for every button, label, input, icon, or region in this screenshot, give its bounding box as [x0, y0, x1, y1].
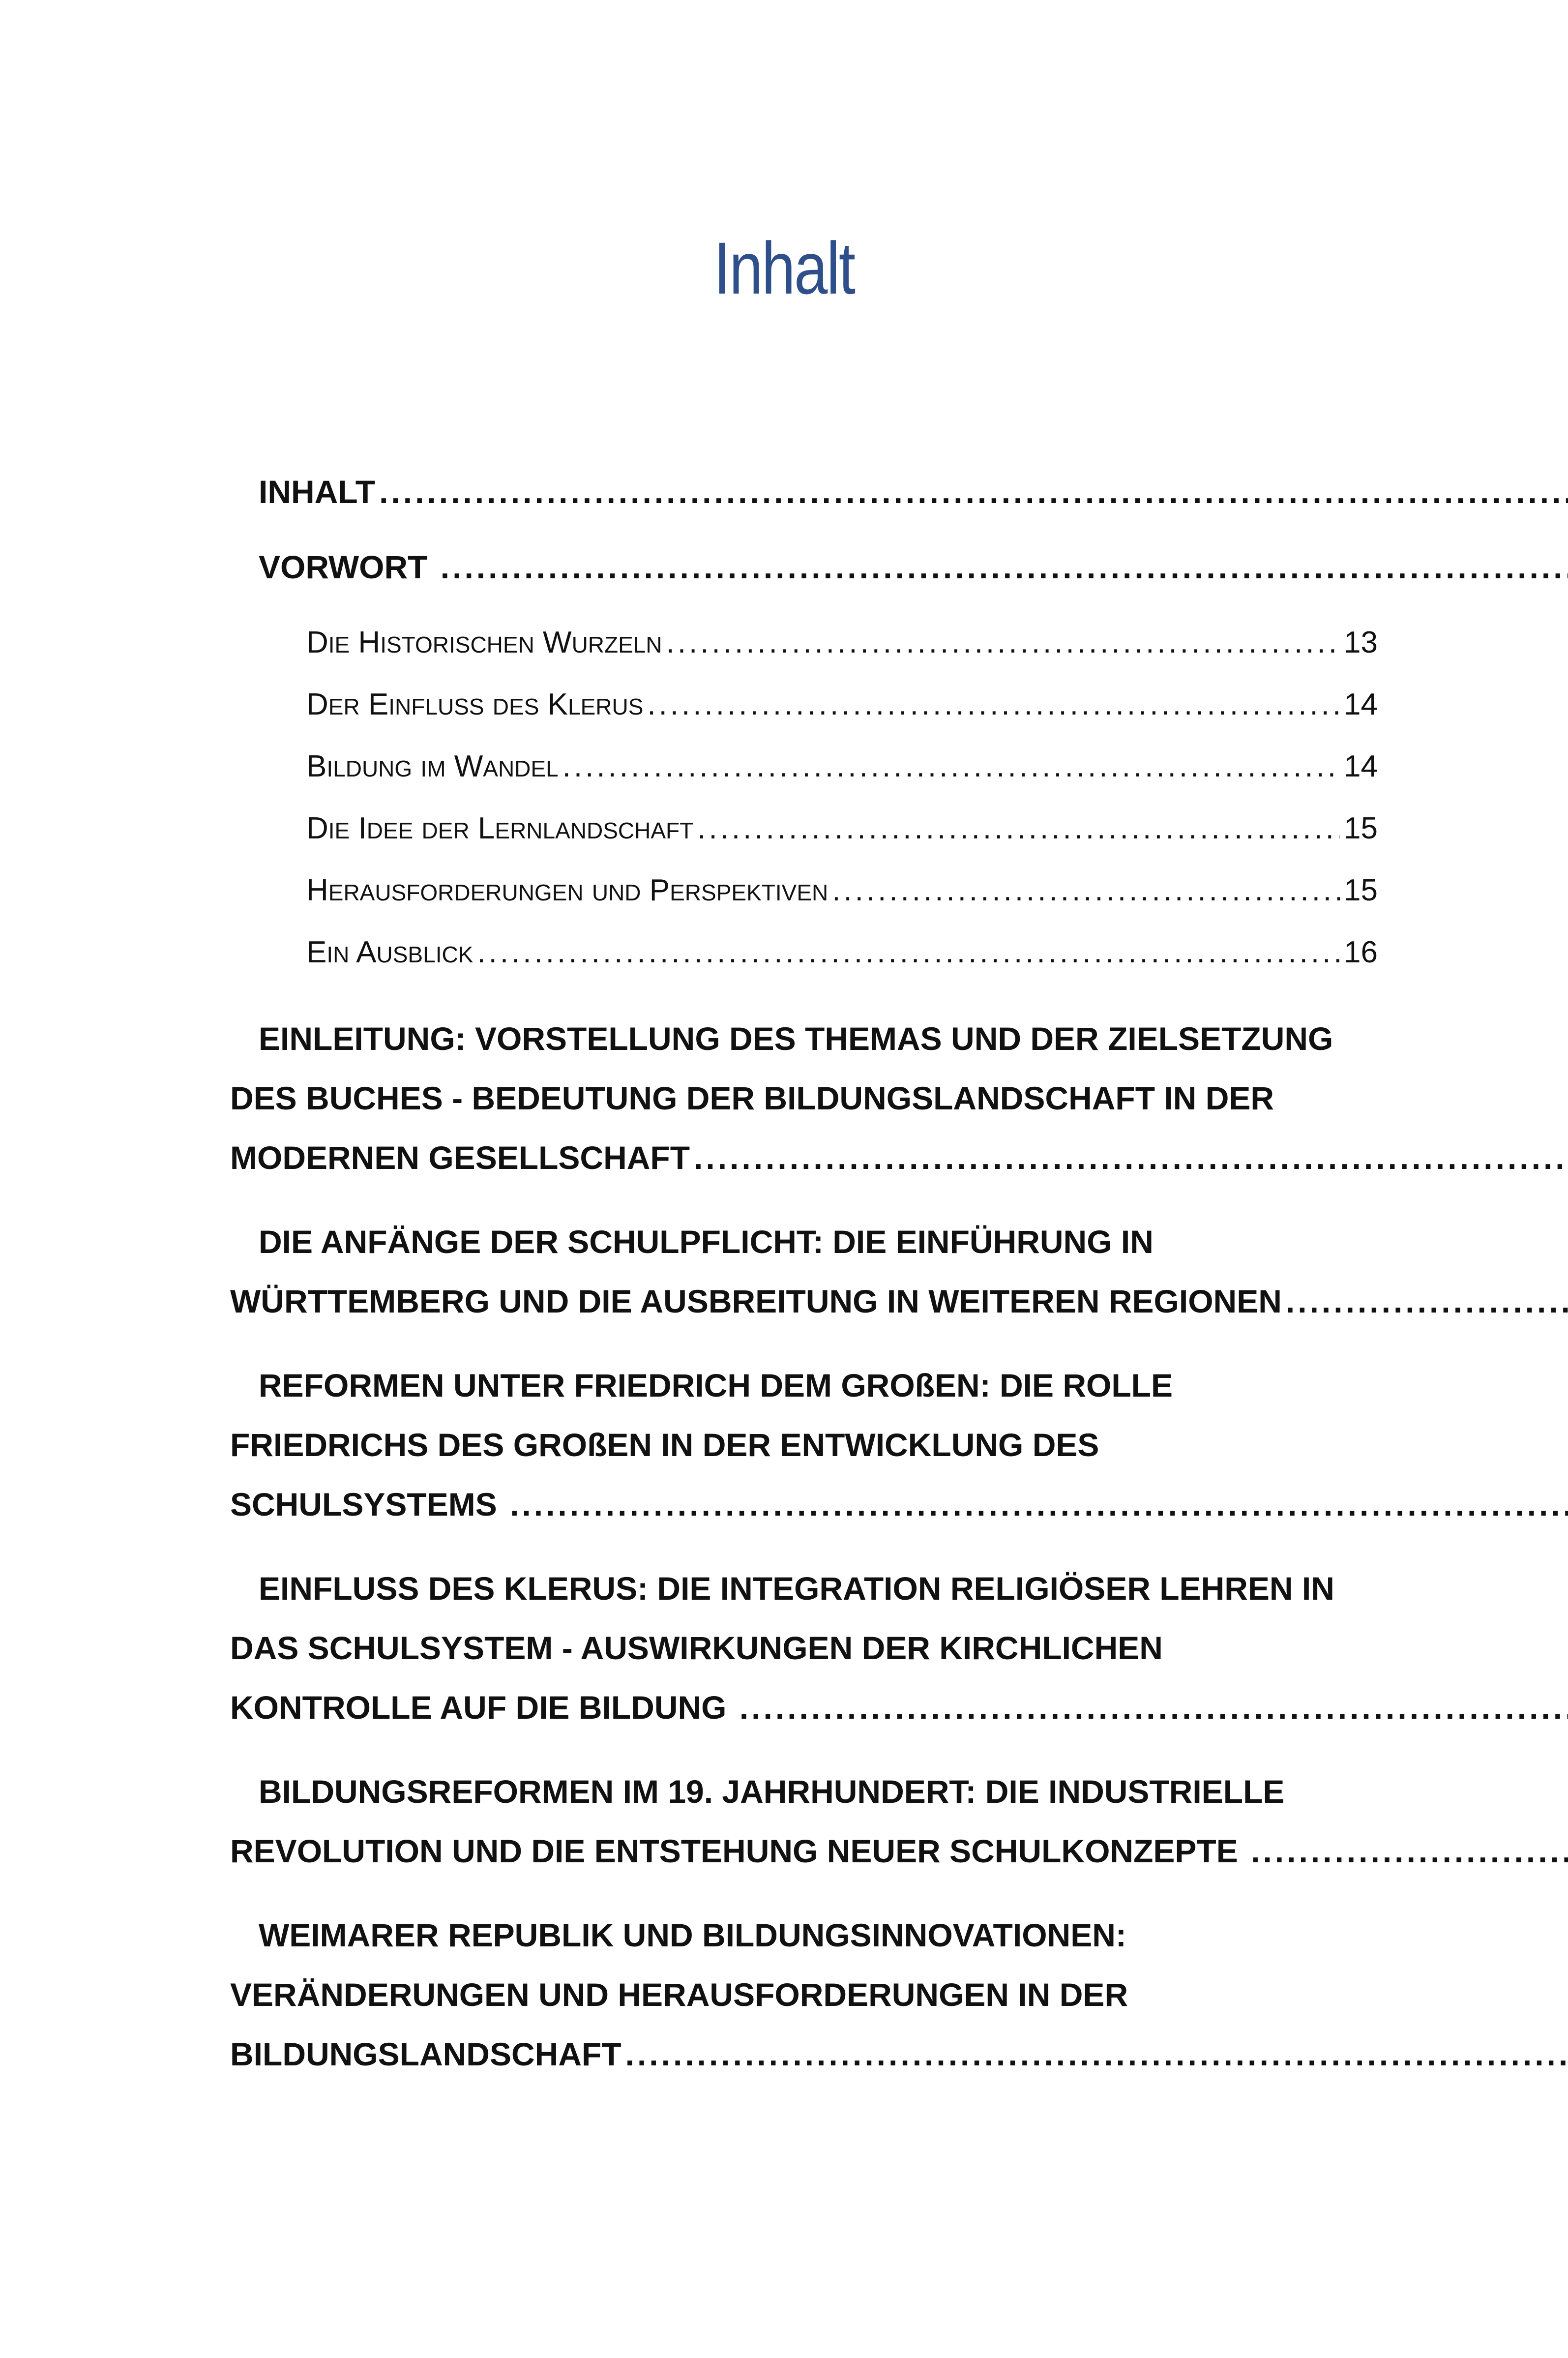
toc-leader-row: [230, 462, 1378, 522]
toc-chapter-entry[interactable]: [230, 1212, 1378, 1331]
toc-leader-row: [230, 1272, 1378, 1331]
toc-page-number: 15: [1344, 811, 1378, 845]
toc-leader-row: [306, 861, 1378, 923]
toc-leader-row: [306, 675, 1378, 737]
toc-dot-leader: [562, 737, 1340, 796]
toc-page-number: 14: [1344, 749, 1378, 783]
toc-entry-text: WÜRTTEMBERG UND DIE AUSBREITUNG IN WEITEREN REGIONEN: [230, 1283, 1282, 1319]
toc-chapter-entry[interactable]: [230, 1356, 1378, 1534]
toc-leader-row: [230, 1475, 1378, 1534]
toc-page-number: 14: [1344, 687, 1378, 721]
toc-page-number: 13: [1344, 626, 1378, 659]
toc-subsection-entry[interactable]: [230, 613, 1378, 675]
toc-entry-text: BILDUNG IM WANDEL: [306, 749, 559, 783]
toc-dot-leader: [441, 549, 1568, 585]
toc-dot-leader: [647, 675, 1340, 734]
toc-page-number: 16: [1344, 935, 1378, 969]
toc-chapter-entry[interactable]: [230, 537, 1378, 597]
toc-leader-row: [306, 799, 1378, 861]
toc-chapter-entry[interactable]: [230, 1762, 1378, 1881]
toc-entry-line: VERÄNDERUNGEN UND HERAUSFORDERUNGEN IN DER: [230, 1976, 1128, 2013]
toc-dot-leader: [740, 1689, 1568, 1726]
toc-entry-line: REFORMEN UNTER FRIEDRICH DEM GROßEN: DIE ROLLE: [259, 1367, 1173, 1403]
toc-page-number: 15: [1344, 873, 1378, 907]
toc-chapter-entry[interactable]: [230, 1009, 1378, 1188]
toc-entry-line: DIE ANFÄNGE DER SCHULPFLICHT: DIE EINFÜHRUNG IN: [259, 1224, 1154, 1260]
toc-dot-leader: [697, 799, 1340, 858]
toc-entry-text: INHALT: [259, 474, 376, 510]
toc-subsection-entry[interactable]: [230, 799, 1378, 861]
toc-subsection-group: [230, 613, 1378, 985]
toc-entry-text: SCHULSYSTEMS: [230, 1486, 506, 1522]
toc-entry-text: REVOLUTION UND DIE ENTSTEHUNG NEUER SCHULKONZEPTE: [230, 1833, 1247, 1869]
toc-dot-leader: [625, 2036, 1568, 2072]
toc-dot-leader: [379, 474, 1568, 510]
toc-subsection-entry[interactable]: [230, 675, 1378, 737]
toc-entry-text: HERAUSFORDERUNGEN UND PERSPEKTIVEN: [306, 873, 828, 907]
toc-leader-row: [306, 737, 1378, 799]
toc-subsection-entry[interactable]: [230, 861, 1378, 923]
toc-entry-text: VORWORT: [259, 549, 437, 585]
page-title: Inhalt: [713, 227, 855, 309]
toc-leader-row: [230, 2025, 1378, 2084]
toc-entry-text: DER EINFLUSS DES KLERUS: [306, 687, 644, 721]
table-of-contents: [230, 462, 1378, 2109]
toc-chapter-entry[interactable]: [230, 462, 1378, 522]
toc-entry-line: DES BUCHES - BEDEUTUNG DER BILDUNGSLANDSCHAFT IN DER: [230, 1080, 1274, 1116]
toc-entry-line: WEIMARER REPUBLIK UND BILDUNGSINNOVATIONEN:: [259, 1917, 1126, 1953]
toc-subsection-entry[interactable]: [230, 737, 1378, 799]
toc-leader-row: [230, 1821, 1378, 1881]
toc-entry-text: DIE IDEE DER LERNLANDSCHAFT: [306, 811, 694, 845]
toc-chapter-entry[interactable]: [230, 1559, 1378, 1737]
toc-leader-row: [230, 1678, 1378, 1737]
toc-subsection-entry[interactable]: [230, 923, 1378, 985]
toc-dot-leader: [832, 861, 1340, 920]
toc-entry-text: KONTROLLE AUF DIE BILDUNG: [230, 1689, 736, 1726]
toc-chapter-entry[interactable]: [230, 1906, 1378, 2084]
toc-dot-leader: [694, 1139, 1568, 1176]
toc-entry-line: EINLEITUNG: VORSTELLUNG DES THEMAS UND DER ZIELSETZUNG: [259, 1020, 1333, 1057]
toc-entry-text: EIN AUSBLICK: [306, 935, 473, 969]
toc-entry-line: DAS SCHULSYSTEM - AUSWIRKUNGEN DER KIRCHLICHEN: [230, 1630, 1163, 1666]
toc-dot-leader: [510, 1486, 1568, 1522]
toc-entry-text: MODERNEN GESELLSCHAFT: [230, 1139, 690, 1176]
toc-leader-row: [306, 613, 1378, 675]
toc-entry-line: FRIEDRICHS DES GROßEN IN DER ENTWICKLUNG DES: [230, 1427, 1099, 1463]
toc-dot-leader: [477, 923, 1340, 982]
toc-dot-leader: [1286, 1283, 1568, 1319]
toc-leader-row: [306, 923, 1378, 985]
toc-leader-row: [230, 1128, 1378, 1188]
toc-entry-text: BILDUNGSLANDSCHAFT: [230, 2036, 621, 2072]
toc-dot-leader: [1251, 1833, 1568, 1869]
toc-entry-text: DIE HISTORISCHEN WURZELN: [306, 626, 662, 659]
toc-entry-line: BILDUNGSREFORMEN IM 19. JAHRHUNDERT: DIE INDUSTRIELLE: [259, 1773, 1285, 1810]
toc-dot-leader: [666, 613, 1340, 672]
toc-leader-row: [230, 537, 1378, 597]
toc-entry-line: EINFLUSS DES KLERUS: DIE INTEGRATION RELIGIÖSER LEHREN IN: [259, 1570, 1334, 1607]
